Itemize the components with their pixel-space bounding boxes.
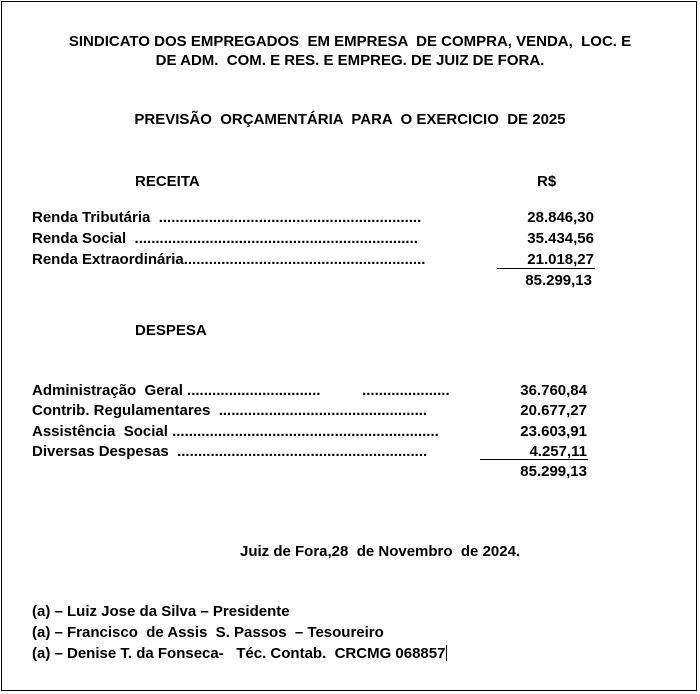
receita-item-value: 28.846,30: [527, 209, 594, 226]
despesa-item-label: Administração Geral ................................ .....................: [32, 382, 450, 399]
despesa-sum-rule: [480, 459, 588, 460]
despesa-item-value: 36.760,84: [520, 382, 587, 399]
despesa-heading: DESPESA: [135, 322, 207, 339]
despesa-item-value: 20.677,27: [520, 402, 587, 419]
receita-sum-rule: [497, 268, 595, 269]
signature-line: (a) – Luiz Jose da Silva – Presidente: [32, 603, 290, 620]
receita-heading: RECEITA: [135, 173, 200, 190]
header-line-1: SINDICATO DOS EMPREGADOS EM EMPRESA DE COMPRA, VENDA, LOC. E: [68, 33, 632, 50]
despesa-item-value: 4.257,11: [529, 443, 587, 460]
text-cursor: [446, 645, 447, 661]
currency-label: R$: [537, 173, 557, 190]
signature-line: (a) – Francisco de Assis S. Passos – Tesoureiro: [32, 624, 384, 641]
document-title: PREVISÃO ORÇAMENTÁRIA PARA O EXERCICIO DE 2025: [134, 111, 566, 128]
despesa-item-label: Assistência Social ................................................................: [32, 423, 439, 440]
despesa-item-label: Diversas Despesas ............................................................: [32, 443, 428, 460]
receita-item-label: Renda Tributária ...............................................................: [32, 209, 422, 226]
receita-item-value: 35.434,56: [527, 230, 594, 247]
signature-line: (a) – Denise T. da Fonseca- Téc. Contab. CRCMG 068857: [32, 645, 446, 662]
signature-line-with-cursor: [32, 645, 447, 663]
header-line-2: DE ADM. COM. E RES. E EMPREG. DE JUIZ DE FORA.: [155, 52, 545, 69]
despesa-total: 85.299,13: [520, 463, 587, 480]
despesa-item-value: 23.603,91: [520, 423, 587, 440]
receita-item-label: Renda Social ....................................................................: [32, 230, 418, 247]
despesa-item-label: Contrib. Regulamentares ..................................................: [32, 402, 428, 419]
document-frame: [1, 1, 697, 691]
receita-total: 85.299,13: [525, 272, 592, 289]
place-date: Juiz de Fora,28 de Novembro de 2024.: [240, 543, 521, 560]
receita-item-value: 21.018,27: [527, 251, 594, 268]
receita-item-label: Renda Extraordinária..........................................................: [32, 251, 426, 268]
